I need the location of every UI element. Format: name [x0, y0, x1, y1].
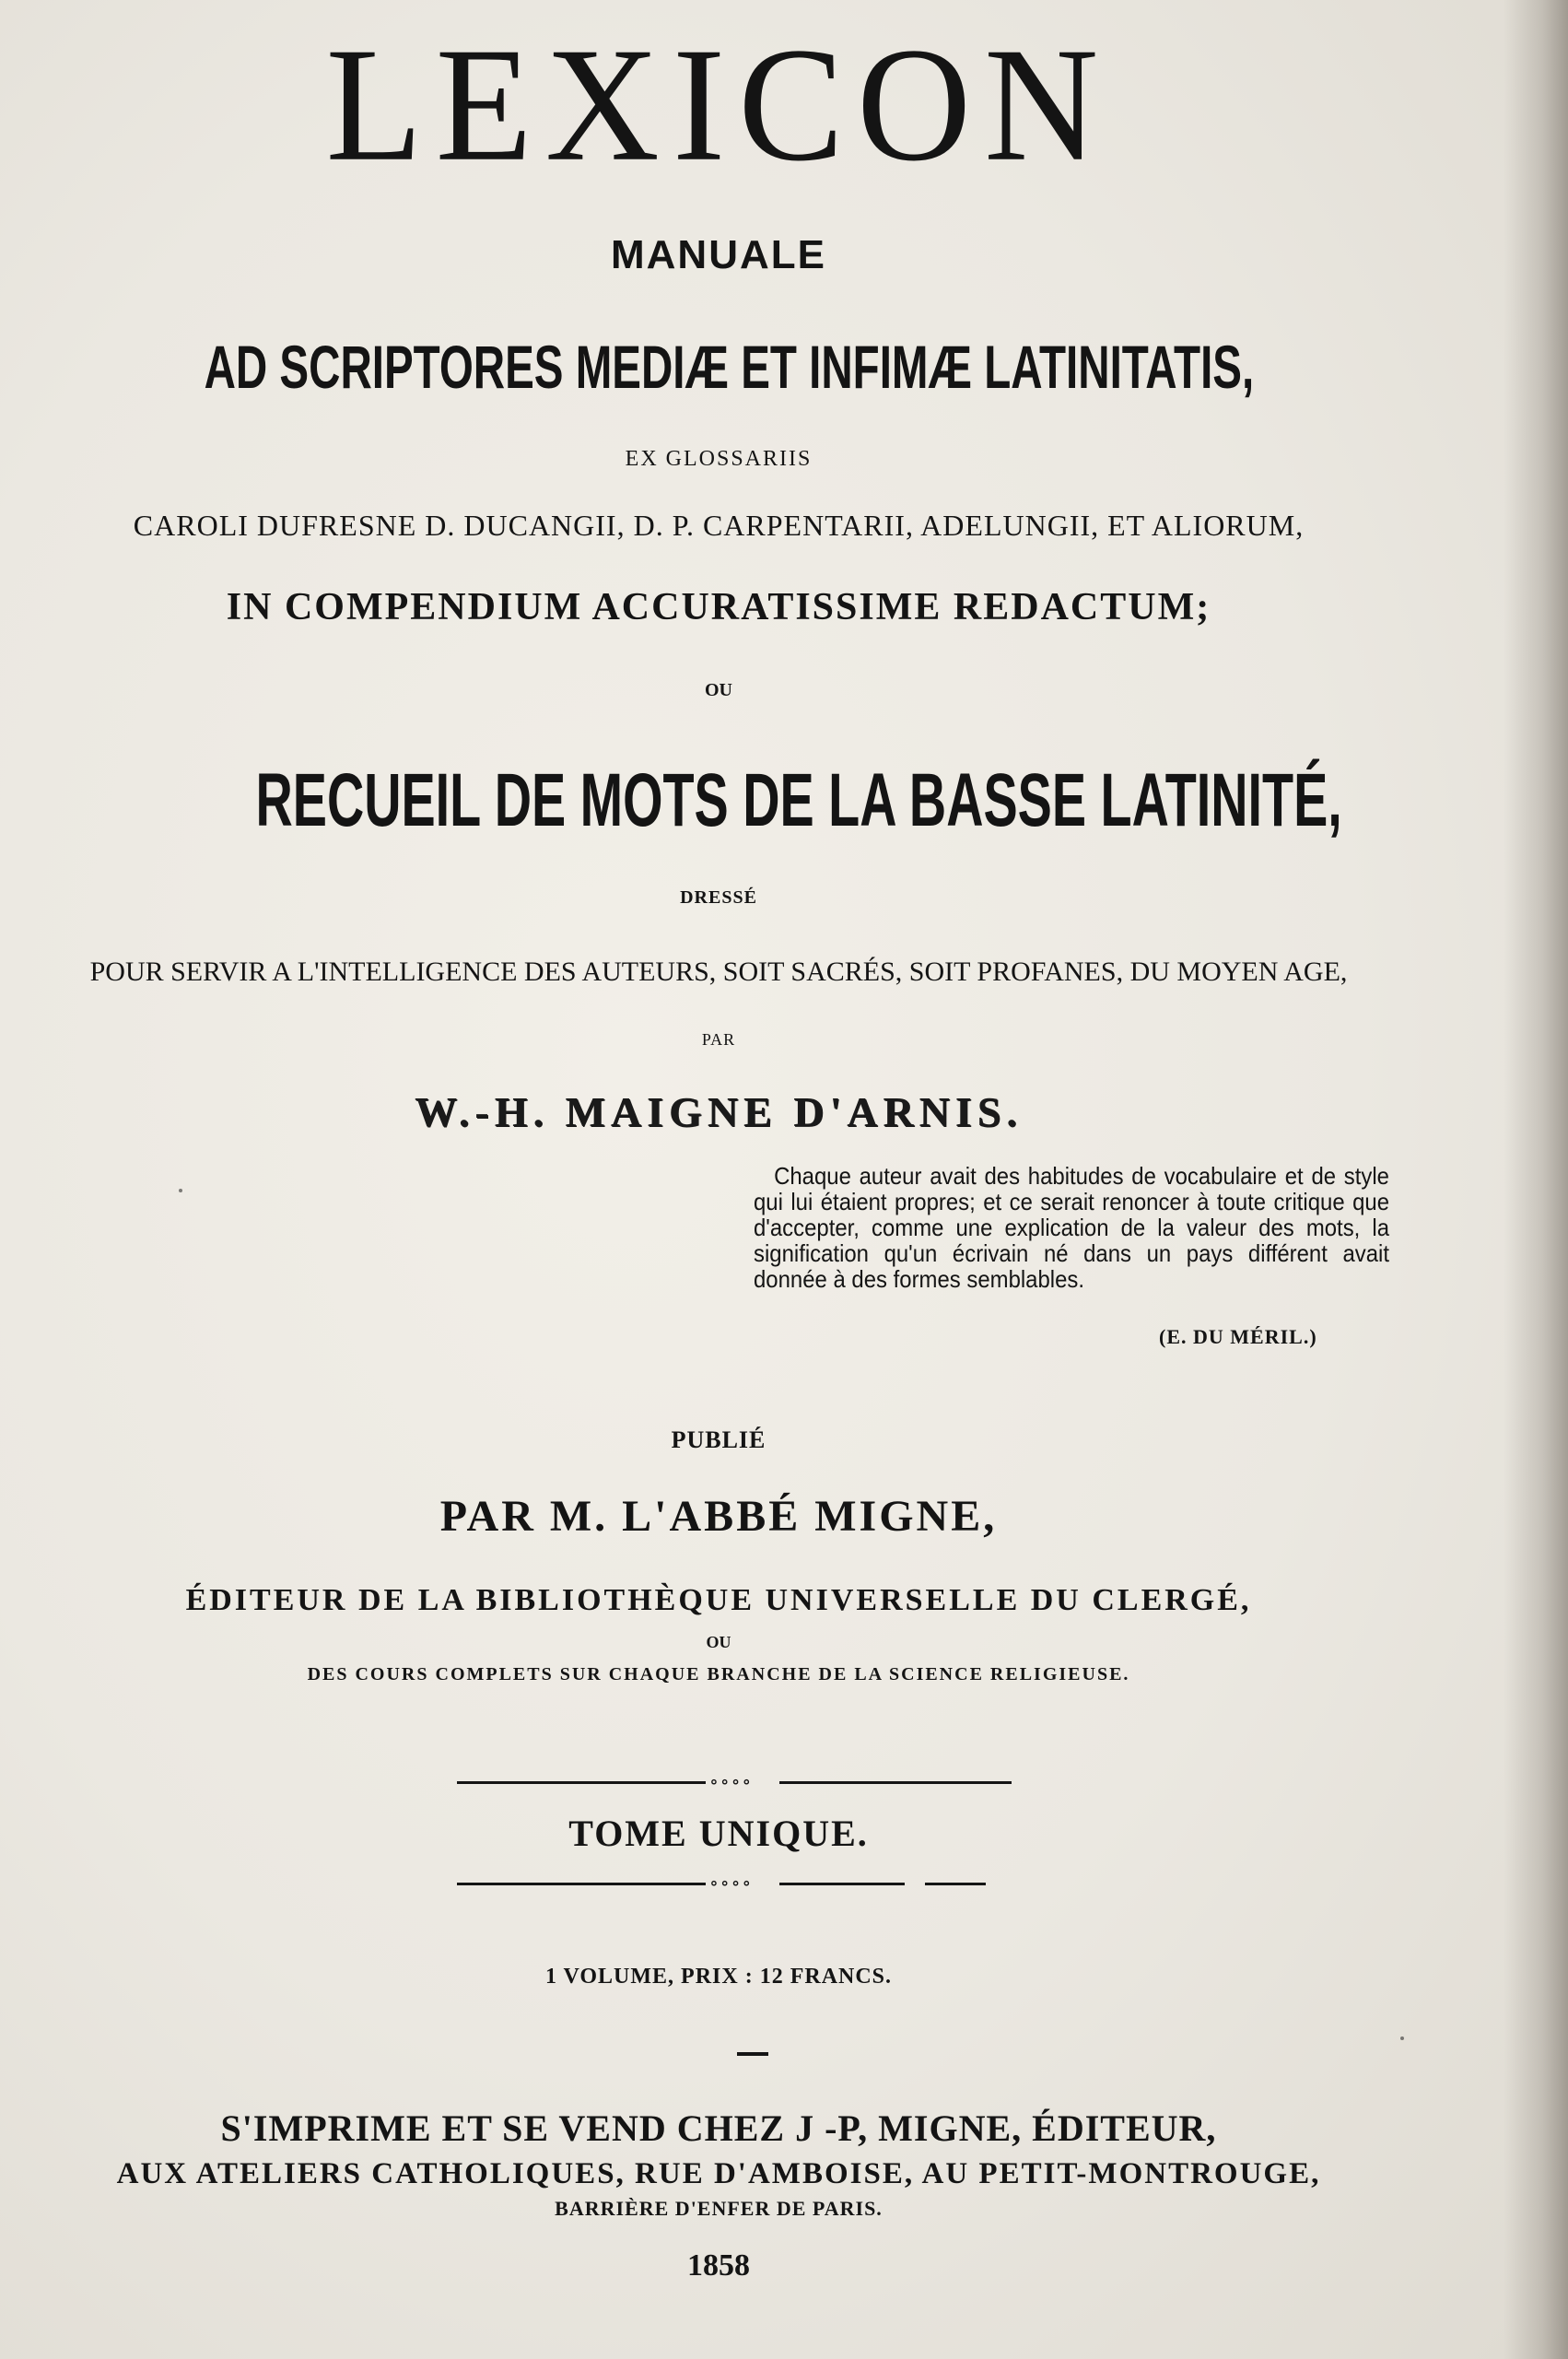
ou-separator-2: OU: [706, 1633, 731, 1651]
ornament-rule-top-left: [457, 1781, 706, 1784]
epigraph-source: (E. DU MÉRIL.): [1159, 1325, 1317, 1348]
price-line: 1 VOLUME, PRIX : 12 FRANCS.: [544, 1965, 893, 1989]
tome-label: TOME UNIQUE.: [568, 1813, 869, 1854]
ex-glossariis: EX GLOSSARIIS: [625, 447, 813, 471]
ornament-dots-top: ∘∘∘∘: [709, 1772, 754, 1792]
publisher-name: PAR M. L'ABBÉ MIGNE,: [439, 1492, 998, 1541]
compendium-line: IN COMPENDIUM ACCURATISSIME REDACTUM;: [226, 586, 1211, 628]
ornament-dots-bottom: ∘∘∘∘: [709, 1873, 754, 1894]
separator-dash: [737, 2052, 768, 2056]
sources-authors: CAROLI DUFRESNE D. DUCANGII, D. P. CARPENTARII, ADELUNGII, ET ALIORUM,: [133, 509, 1305, 542]
purpose-line: POUR SERVIR A L'INTELLIGENCE DES AUTEURS, SOIT SACRÉS, SOIT PROFANES, DU MOYEN AGE,: [89, 957, 1348, 987]
ornament-rule-top-right: [779, 1781, 1012, 1784]
publication-year: 1858: [687, 2248, 750, 2283]
french-title: [0, 757, 1437, 844]
ornament-rule-bottom-left: [457, 1883, 706, 1885]
ou-separator-1: OU: [705, 680, 732, 700]
publie-label: PUBLIÉ: [671, 1426, 766, 1453]
author-name: W.-H. MAIGNE D'ARNIS.: [415, 1088, 1023, 1135]
dresse-label: DRESSÉ: [680, 887, 757, 908]
ornament-rule-bottom-extra: [925, 1883, 986, 1885]
french-title-text: RECUEIL DE MOTS DE LA BASSE LATINITÉ,: [255, 758, 1342, 842]
manuale-heading: MANUALE: [611, 232, 826, 277]
latin-subtitle: [0, 332, 1437, 404]
imprint-line-1: S'IMPRIME ET SE VEND CHEZ J -P, MIGNE, ÉDITEUR,: [220, 2107, 1217, 2149]
spine-shadow: [1504, 0, 1568, 2359]
latin-subtitle-text: AD SCRIPTORES MEDIÆ ET INFIMÆ LATINITATIS,: [204, 333, 1255, 401]
imprint-line-3: BARRIÈRE D'ENFER DE PARIS.: [555, 2197, 883, 2220]
publisher-role: ÉDITEUR DE LA BIBLIOTHÈQUE UNIVERSELLE DU CLERGÉ,: [185, 1583, 1252, 1617]
par-label: PAR: [701, 1030, 736, 1049]
epigraph-quote: Chaque auteur avait des habitudes de vocabulaire et de style qui lui étaient propres; et ce serait renoncer à toute critique que d'accepter, comme une explication de la valeur des mots, la signification qu'un écrivain né dans un pays différent avait donnée à des formes semblables.: [754, 1162, 1389, 1293]
paper-speck: [1400, 2036, 1404, 2040]
cours-complets-line: DES COURS COMPLETS SUR CHAQUE BRANCHE DE LA SCIENCE RELIGIEUSE.: [307, 1664, 1130, 1684]
ornament-rule-bottom-right: [779, 1883, 905, 1885]
paper-speck: [179, 1189, 182, 1192]
book-title: LEXICON: [325, 15, 1112, 195]
imprint-line-2: AUX ATELIERS CATHOLIQUES, RUE D'AMBOISE, AU PETIT-MONTROUGE,: [116, 2157, 1321, 2190]
